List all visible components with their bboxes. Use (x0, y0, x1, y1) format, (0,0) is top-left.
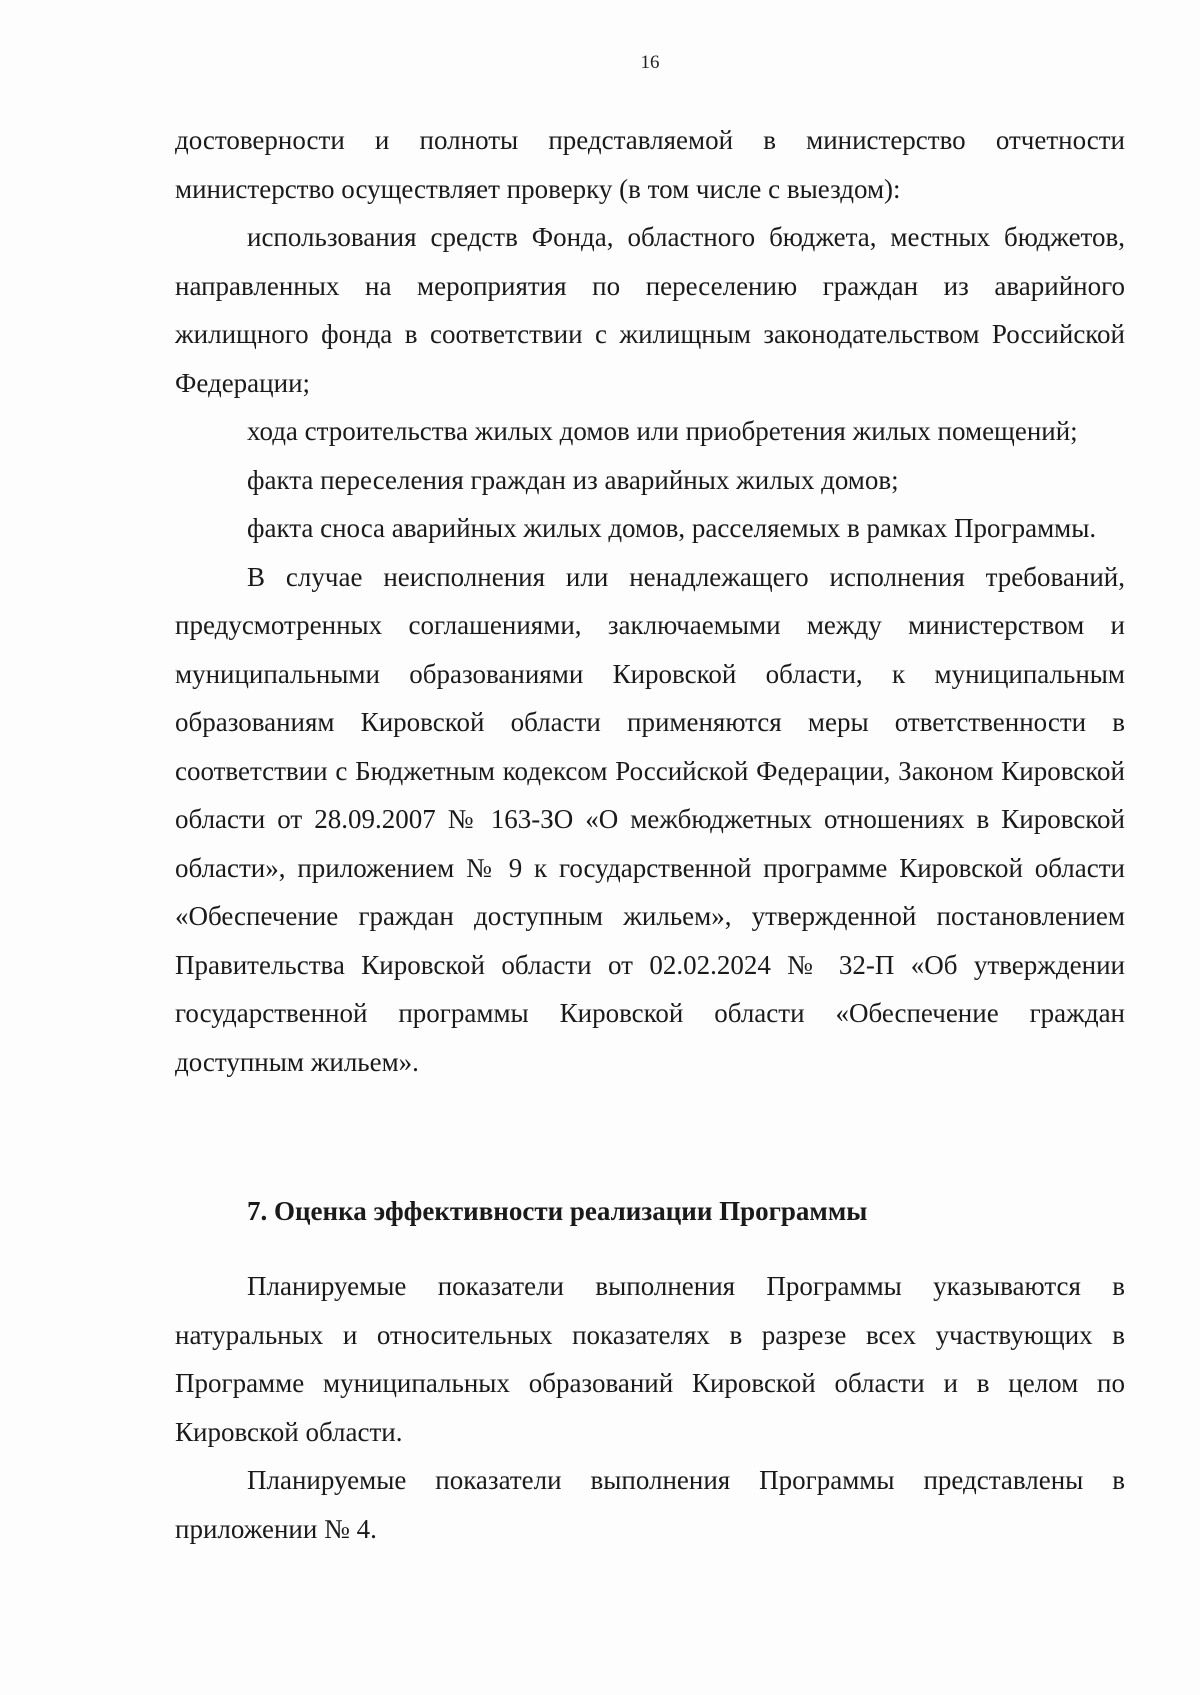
paragraph-reporting-check: достоверности и полноты представляемой в министерство отчетности министерство осуществляет проверку (в том числе с выездом): (175, 125, 1125, 204)
paragraph-liability-measures: В случае неисполнения или ненадлежащего исполнения требований, предусмотренных соглашениями, заключаемыми между министерством и муниципальными образованиями Кировской области, к муниципальным образованиям Кировской области применяются меры ответственности в соответствии с Бюджетным кодексом Российской Федерации, Законом Кировской области от 28.09.2007 № 163-ЗО «О межбюджетных отношениях в Кировской области», приложением № 9 к государственной программе Кировской области «Обеспечение граждан доступным жильем», утвержденной постановлением Правительства Кировской области от 02.02.2024 № 32-П «Об утверждении государственной программы Кировской области «Обеспечение граждан доступным жильем». (175, 561, 1125, 1077)
paragraph-use-of-funds: использования средств Фонда, областного бюджета, местных бюджетов, направленных на мероприятия по переселению граждан из аварийного жилищного фонда в соответствии с жилищным законодательством Российской Федерации; (175, 222, 1125, 398)
paragraph-resettlement-fact: факта переселения граждан из аварийных жилых домов; (247, 464, 899, 495)
body-text-block (175, 116, 1125, 1086)
paragraph-construction-progress: хода строительства жилых домов или приобретения жилых помещений; (247, 416, 1078, 446)
paragraph-planned-indicators: Планируемые показатели выполнения Программы указываются в натуральных и относительных показателях в разрезе всех участвующих в Программе муниципальных образований Кировской области и в целом по Кировской области. (175, 1271, 1125, 1447)
paragraph-indicators-appendix: Планируемые показатели выполнения Программы представлены в приложении № 4. (175, 1465, 1125, 1544)
section-heading: 7. Оценка эффективности реализации Программы (247, 1196, 868, 1226)
section-body-block (175, 1262, 1125, 1553)
paragraph-demolition-fact: факта сноса аварийных жилых домов, расселяемых в рамках Программы. (247, 513, 1097, 543)
page-number: 16 (640, 52, 660, 73)
